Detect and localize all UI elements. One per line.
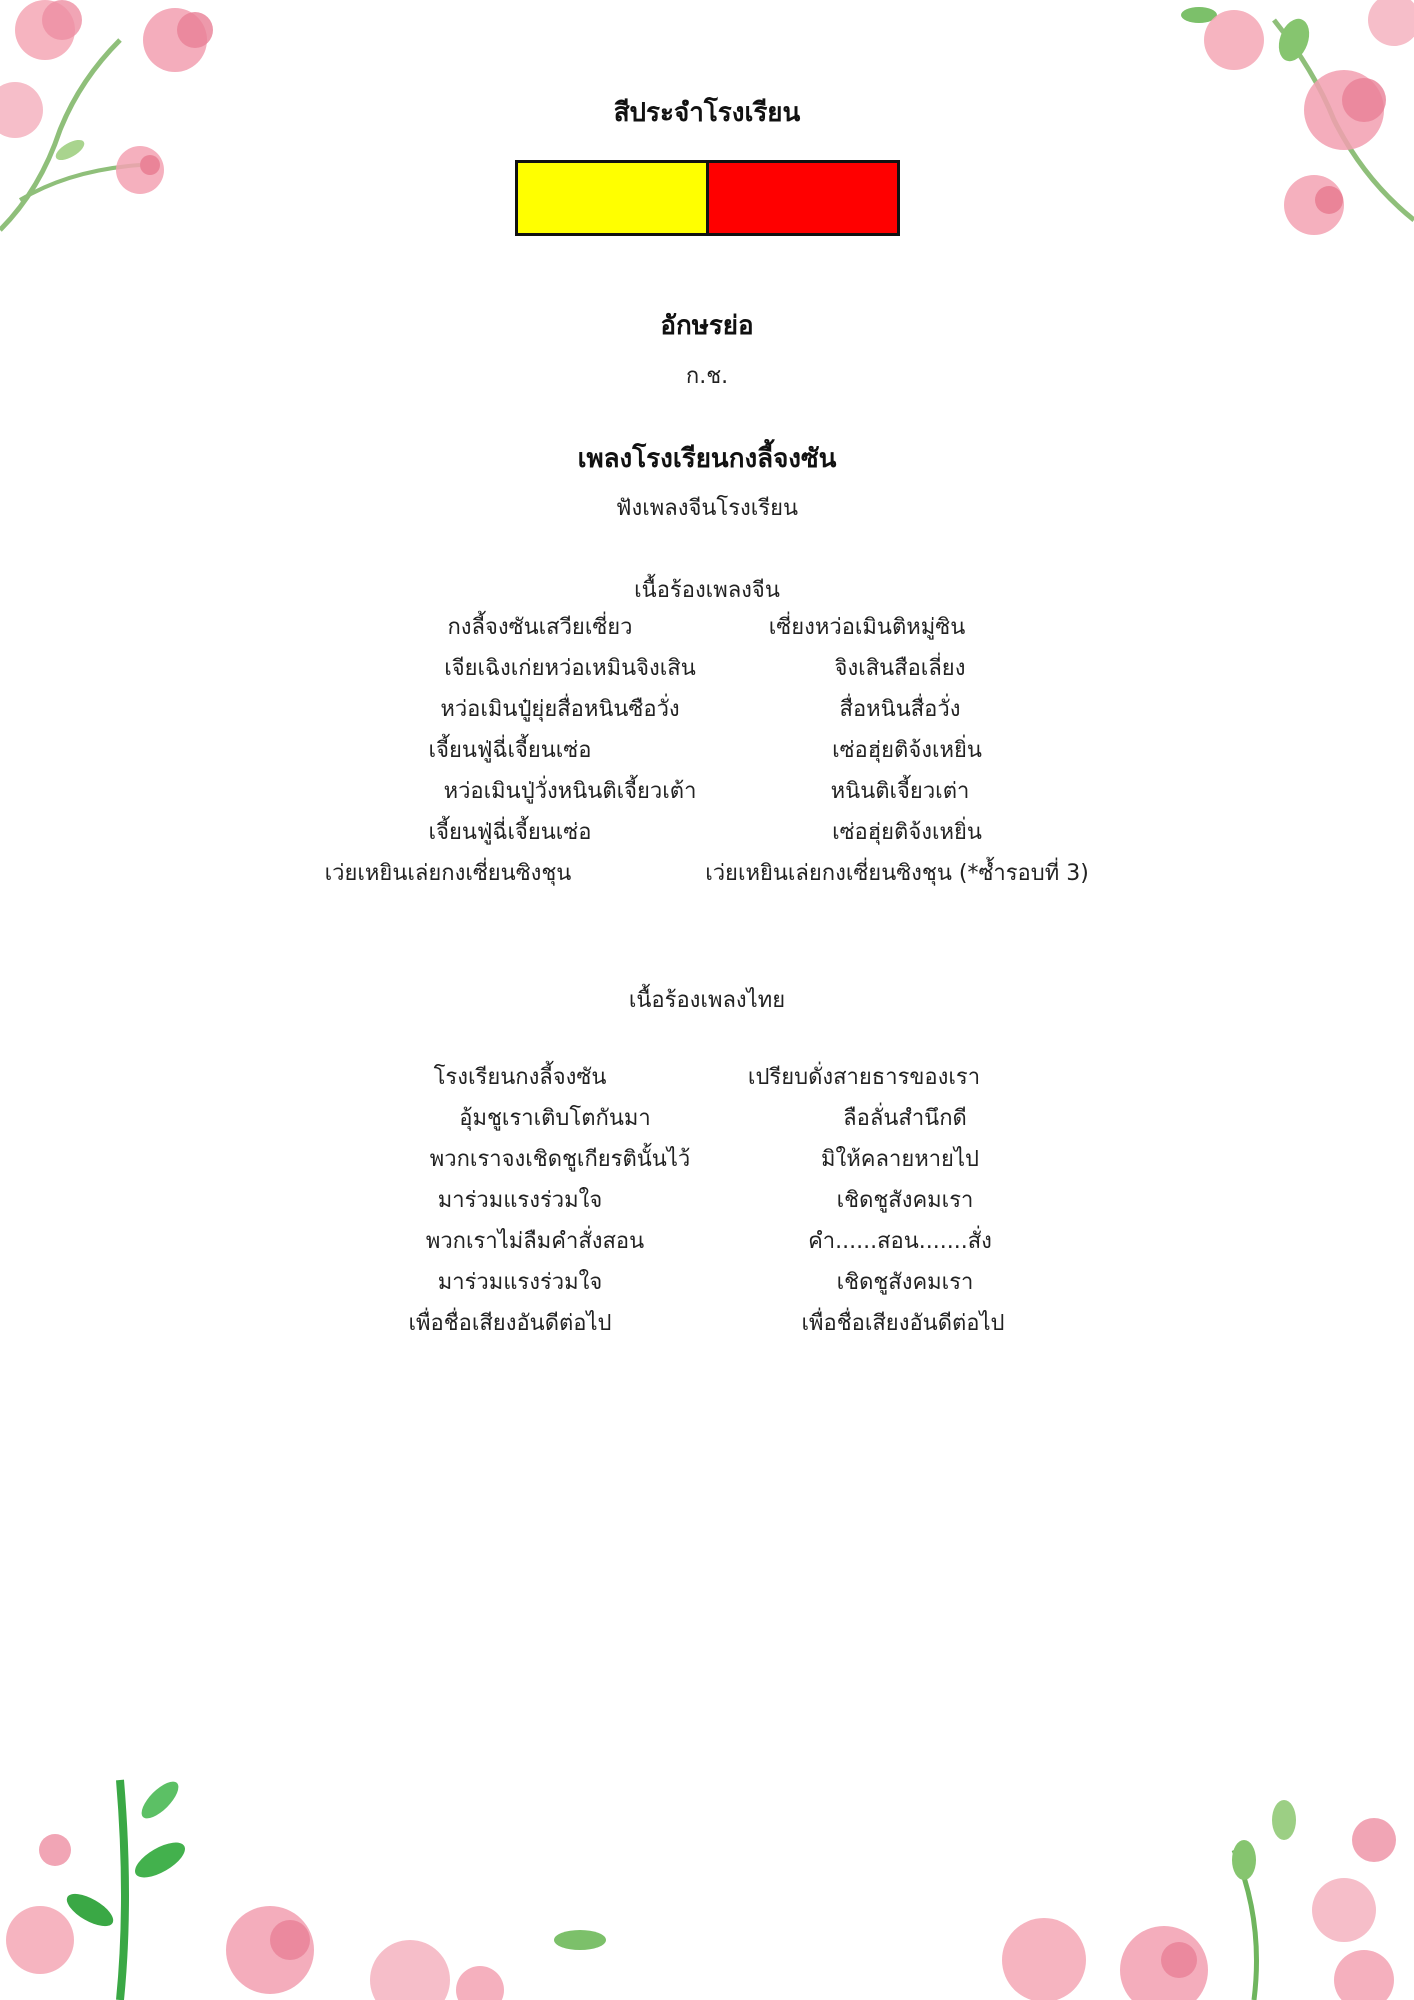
flower-decoration-bottom-left <box>0 1740 620 2000</box>
lyric-line-right: เซี่ยงหว่อเมินติหมู่ซิน <box>768 615 966 640</box>
school-color-bar <box>515 160 900 236</box>
lyric-line-left: เจียเฉิงเก่ยหว่อเหมินจิงเสิน <box>444 656 696 681</box>
lyric-line-right: จิงเสินสือเลี่ยง <box>834 656 966 681</box>
lyric-line-left: อุ้มชูเราเติบโตกันมา <box>459 1106 651 1131</box>
lyric-line-left: โรงเรียนกงลี้จงซัน <box>433 1065 607 1090</box>
school-colors-title: สีประจำโรงเรียน <box>613 98 801 128</box>
chinese-lyrics-heading: เนื้อร้องเพลงจีน <box>634 578 780 603</box>
thai-lyrics-heading: เนื้อร้องเพลงไทย <box>628 988 786 1013</box>
lyric-line-left: เจี้ยนฟู่ฉี่เจี้ยนเซ่อ <box>428 738 592 763</box>
lyric-line-right: สื่อหนินสื่อวั่ง <box>839 697 961 722</box>
lyric-line-right: เว่ยเหยินเล่ยกงเซี่ยนซิงชุน (*ซ้ำรอบที่ 3) <box>705 861 1089 886</box>
lyric-line-left: กงลี้จงซันเสวียเซี่ยว <box>447 615 633 640</box>
abbreviation-value: ก.ช. <box>685 364 729 389</box>
lyric-line-right: มิให้คลายหายไป <box>821 1147 979 1172</box>
lyric-line-left: พวกเราจงเชิดชูเกียรตินั้นไว้ <box>429 1147 691 1172</box>
song-title: เพลงโรงเรียนกงลี้จงซัน <box>577 444 837 474</box>
lyric-line-right: เชิดชูสังคมเรา <box>836 1188 974 1213</box>
color-swatch-yellow <box>518 163 706 233</box>
lyric-line-left: เว่ยเหยินเล่ยกงเซี่ยนซิงชุน <box>324 861 572 886</box>
lyric-line-right: หนินติเจี้ยวเต่า <box>830 779 970 804</box>
lyric-line-right: เซ่อฮุ่ยติจ้งเหยิ่น <box>832 738 982 763</box>
lyric-line-left: หว่อเมินปู่วั่งหนินติเจี้ยวเต้า <box>443 779 697 804</box>
lyric-line-left: หว่อเมินปู๋ยุ่ยสื่อหนินซือวั่ง <box>440 697 680 722</box>
lyric-line-left: เพื่อชื่อเสียงอันดีต่อไป <box>408 1311 612 1336</box>
lyric-line-right: คำ......สอน.......สั่ง <box>808 1229 992 1254</box>
lyric-line-right: เชิดชูสังคมเรา <box>836 1270 974 1295</box>
lyric-line-left: พวกเราไม่ลืมคำสั่งสอน <box>425 1229 645 1254</box>
lyric-line-right: เซ่อฮุ่ยติจ้งเหยิ่น <box>832 820 982 845</box>
color-swatch-red <box>706 163 897 233</box>
listen-song-link[interactable]: ฟังเพลงจีนโรงเรียน <box>615 496 799 521</box>
lyric-line-right: ลือลั่นสำนึกดี <box>843 1106 967 1131</box>
lyric-line-left: มาร่วมแรงร่วมใจ <box>437 1188 603 1213</box>
lyric-line-left: เจี้ยนฟู่ฉี่เจี้ยนเซ่อ <box>428 820 592 845</box>
lyric-line-left: มาร่วมแรงร่วมใจ <box>437 1270 603 1295</box>
abbreviation-title: อักษรย่อ <box>660 311 754 341</box>
lyric-line-right: เปรียบดั่งสายธารของเรา <box>747 1065 981 1090</box>
flower-decoration-bottom-right <box>944 1780 1414 2000</box>
lyric-line-right: เพื่อชื่อเสียงอันดีต่อไป <box>801 1311 1005 1336</box>
